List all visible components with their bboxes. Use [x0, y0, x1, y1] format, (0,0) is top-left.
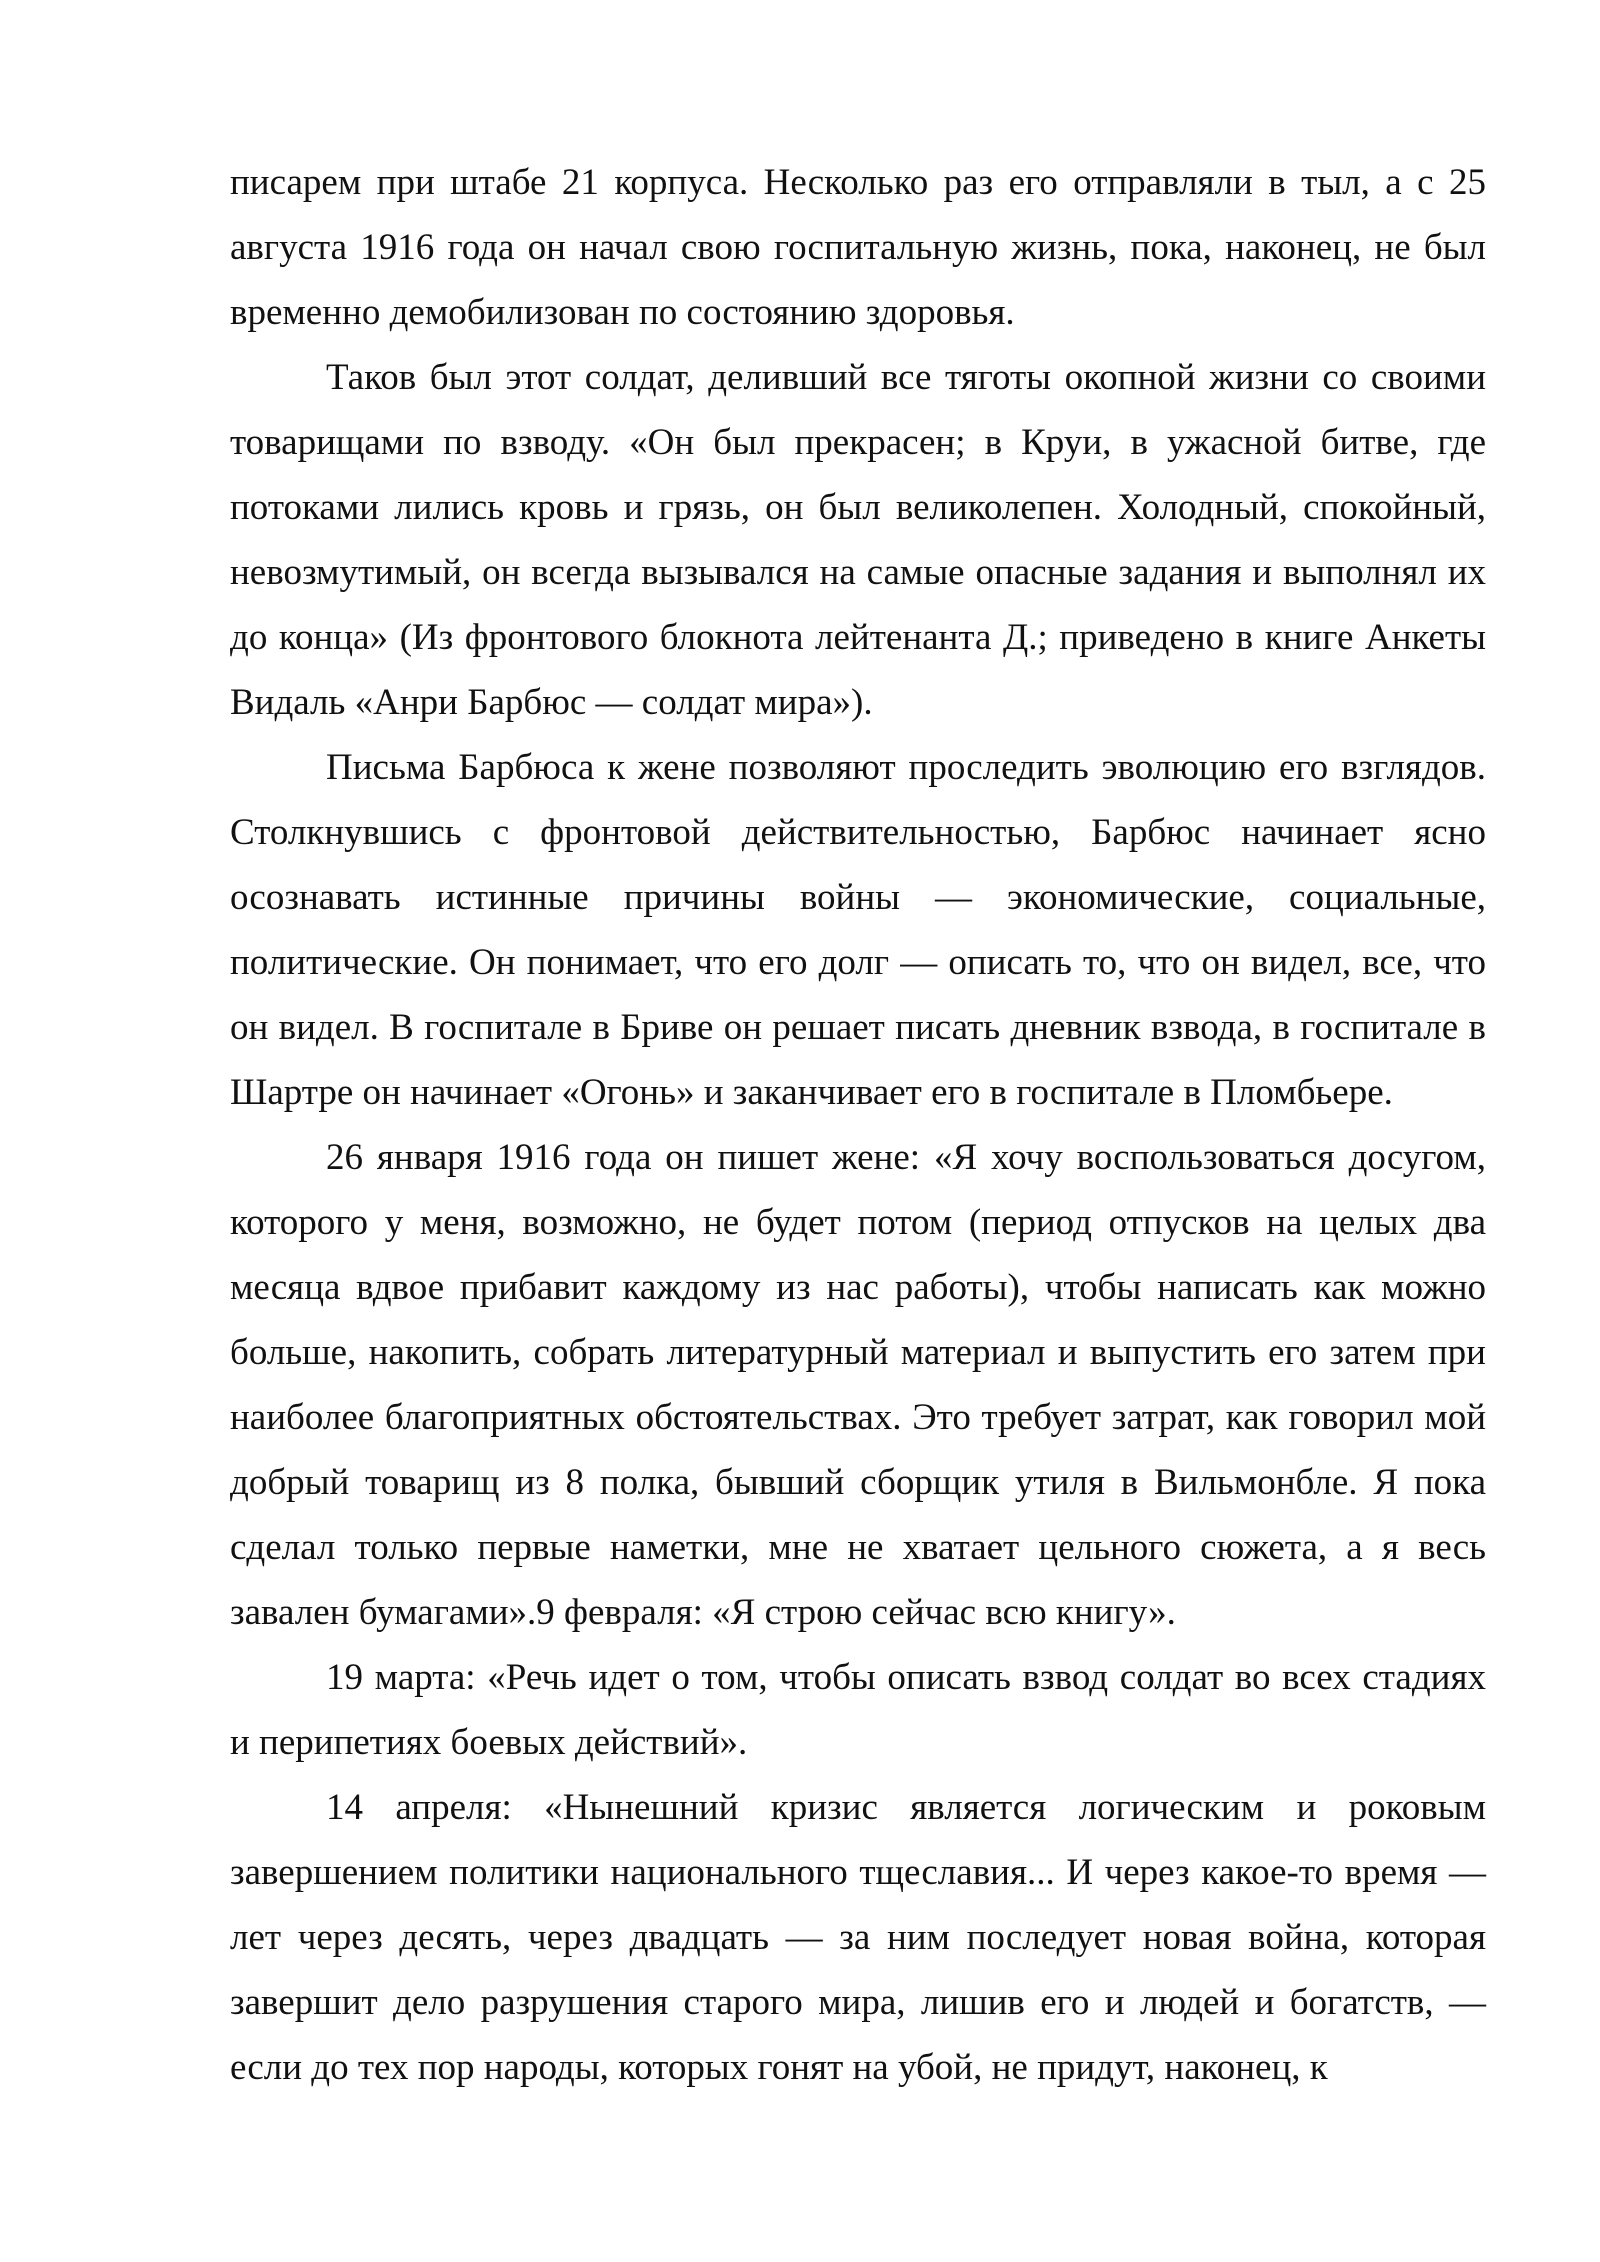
paragraph-letters-evolution: Письма Барбюса к жене позволяют проследить эволюцию его взглядов. Столкнувшись с фронтовой действительностью, Барбюс начинает ясно осознавать истинные причины войны — экономические, социальные, политические. Он понимает, что его долг — описать то, что он видел, все, что он видел. В госпитале в Бриве он решает писать дневник взвода, в госпитале в Шартре он начинает «Огонь» и заканчивает его в госпитале в Пломбьере.	[230, 747, 1486, 1113]
paragraph-soldier-description: Таков был этот солдат, деливший все тяготы окопной жизни со своими товарищами по взводу. «Он был прекрасен; в Круи, в ужасной битве, где потоками лились кровь и грязь, он был великолепен. Холодный, спокойный, невозмутимый, он всегда вызывался на самые опасные задания и выполнял их до конца» (Из фронтового блокнота лейтенанта Д.; приведено в книге Анкеты Видаль «Анри Барбюс — солдат мира»).	[230, 357, 1486, 723]
paragraph-january-letter: 26 января 1916 года он пишет жене: «Я хочу воспользоваться досугом, которого у меня, возможно, не будет потом (период отпусков на целых два месяца вдвое прибавит каждому из нас работы), чтобы написать как можно больше, накопить, собрать литературный материал и выпустить его затем при наиболее благоприятных обстоятельствах. Это требует затрат, как говорил мой добрый товарищ из 8 полка, бывший сборщик утиля в Вильмонбле. Я пока сделал только первые наметки, мне не хватает цельного сюжета, а я весь завален бумагами».9 февраля: «Я строю сейчас всю книгу».	[230, 1137, 1486, 1633]
paragraph-april-letter: 14 апреля: «Нынешний кризис является логическим и роковым завершением политики национального тщеславия... И через какое-то время — лет через десять, через двадцать — за ним последует новая война, которая завершит дело разрушения старого мира, лишив его и людей и богатств, — если до тех пор народы, которых гонят на убой, не придут, наконец, к	[230, 1787, 1486, 2088]
paragraph-continuation: писарем при штабе 21 корпуса. Несколько раз его отправляли в тыл, а с 25 августа 1916 года он начал свою госпитальную жизнь, пока, наконец, не был временно демобилизован по состоянию здоровья.	[230, 162, 1486, 333]
paragraph-march-letter: 19 марта: «Речь идет о том, чтобы описать взвод солдат во всех стадиях и перипетиях боевых действий».	[230, 1657, 1486, 1763]
document-page	[230, 150, 1486, 2100]
